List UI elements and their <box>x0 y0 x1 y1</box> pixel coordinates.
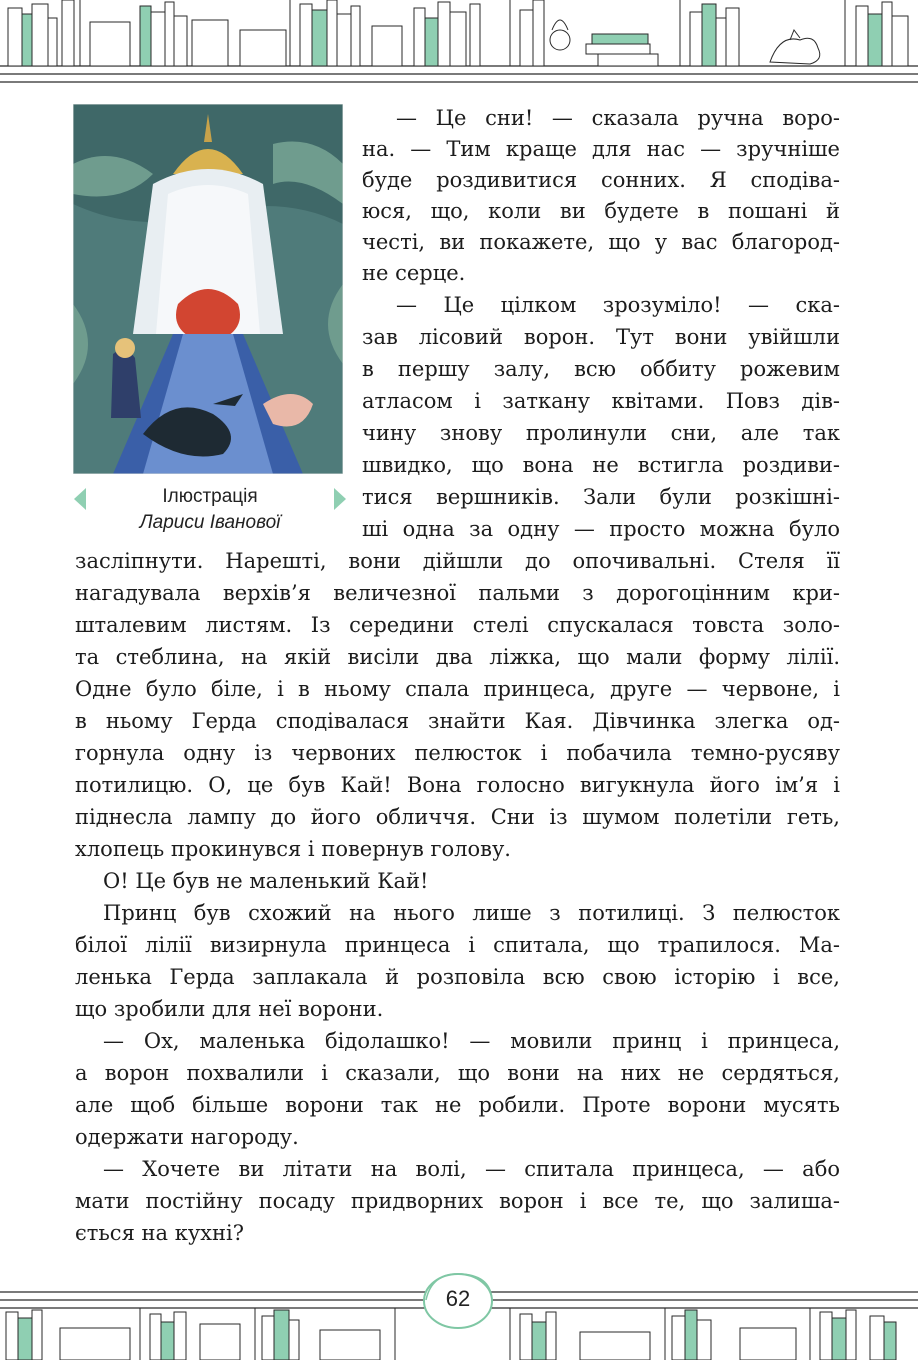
text-line: атласом і заткану квітами. Повз дів- <box>362 389 840 413</box>
text-line: чину знову пролинули сни, але так <box>362 421 840 445</box>
text-line: ші одна за одну — просто можна було <box>362 517 840 541</box>
text-line: ється на кухні? <box>75 1221 244 1245</box>
text-line: честі, ви покажете, що у вас благород- <box>362 230 840 254</box>
text-line: — Це цілком зрозуміло! — ска- <box>396 293 840 317</box>
caption-line-2: Лариси Іванової <box>139 512 281 533</box>
text-line: шталевим листям. Із середини стелі спускалася товста золо- <box>75 613 840 637</box>
illustration-image <box>73 104 343 474</box>
text-line: потилицю. О, це був Кай! Вона голосно вигукнула його ім’я і <box>75 773 840 797</box>
page-number: 62 <box>445 1286 471 1311</box>
text-line: юся, що, коли ви будете в пошані й <box>362 199 840 223</box>
palace-bedroom-illustration <box>73 104 343 474</box>
text-line: швидко, що вона не встигла роздиви- <box>362 453 840 477</box>
text-line: буде роздивитися сонних. Я сподіва- <box>362 168 840 192</box>
text-line: одержати нагороду. <box>75 1125 299 1149</box>
text-line: Одне було біле, і в ньому спала принцеса, друге — червоне, і <box>75 677 840 701</box>
text-line: О! Це був не маленький Кай! <box>103 869 429 893</box>
illustration-caption <box>70 484 350 544</box>
text-line: на. — Тим краще для нас — зручніше <box>362 137 840 161</box>
text-line: не серце. <box>362 261 466 285</box>
text-line: нагадувала верхів’я величезної пальми з дорогоцінним кри- <box>75 581 840 605</box>
text-line: піднесла лампу до його обличчя. Сни із шумом полетіли геть, <box>75 805 840 829</box>
text-line: — Ох, маленька бідолашко! — мовили принц і принцеса, <box>103 1029 840 1053</box>
text-line: білої лілії визирнула принцеса і спитала, що трапилося. Ма- <box>75 933 840 957</box>
text-line: горнула одну із червоних пелюсток і побачила темно-русяву <box>75 741 840 765</box>
text-line: що зробили для неї ворони. <box>75 997 384 1021</box>
text-line: а ворон похвалили і сказали, що вони на них не сердяться, <box>75 1061 840 1085</box>
text-line: та стеблина, на якій висіли два ліжка, що мали форму лілії. <box>75 645 840 669</box>
text-line: — Це сни! — сказала ручна воро- <box>396 106 840 130</box>
text-line: хлопець прокинувся і повернув голову. <box>75 837 511 861</box>
page-number-badge <box>418 1270 498 1332</box>
text-line: — Хочете ви літати на волі, — спитала принцеса, — або <box>103 1157 840 1181</box>
top-bookshelf-border <box>0 0 918 84</box>
text-line: Принц був схожий на нього лише з потилиці. З пелюсток <box>103 901 840 925</box>
bookshelf-drawing <box>0 0 918 84</box>
caption-arrow-left-icon <box>74 488 86 510</box>
caption-arrow-right-icon <box>334 488 346 510</box>
text-line: в ньому Герда сподівалася знайти Кая. Дівчинка злегка од- <box>75 709 840 733</box>
text-line: в першу залу, всю оббиту рожевим <box>362 357 840 381</box>
text-line: засліпнути. Нарешті, вони дійшли до опочивальні. Стеля її <box>75 549 840 573</box>
text-line: зав лісовий ворон. Тут вони увійшли <box>362 325 840 349</box>
text-line: ленька Герда заплакала й розповіла всю свою історію і все, <box>75 965 840 989</box>
caption-line-1: Ілюстрація <box>162 486 258 507</box>
text-line: тися вершників. Зали були розкішні- <box>362 485 840 509</box>
text-line: мати постійну посаду придворних ворон і все те, що залиша- <box>75 1189 840 1213</box>
text-line: але щоб більше ворони так не робили. Проте ворони мусять <box>75 1093 840 1117</box>
